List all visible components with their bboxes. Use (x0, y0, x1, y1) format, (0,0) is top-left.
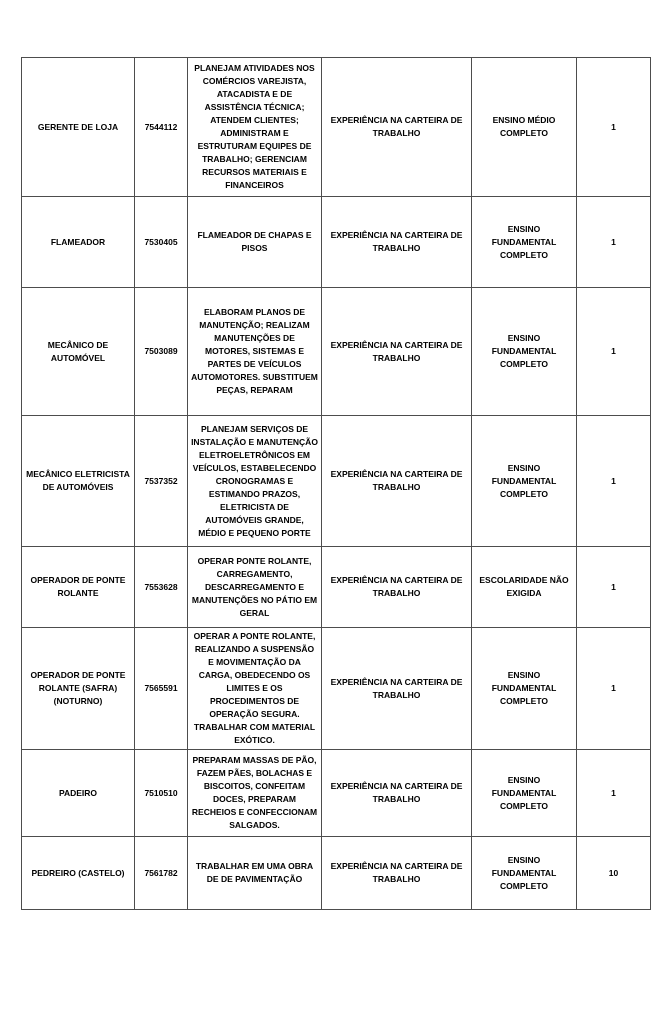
table-row (22, 416, 651, 547)
code-cell: 7503089 (135, 288, 188, 416)
openings-cell: 10 (577, 837, 651, 910)
code-cell: 7565591 (135, 628, 188, 750)
description-cell: TRABALHAR EM UMA OBRA DE DE PAVIMENTAÇÃO (188, 837, 322, 910)
education-cell: ENSINO FUNDAMENTAL COMPLETO (472, 288, 577, 416)
openings-cell: 1 (577, 750, 651, 837)
experience-cell: EXPERIÊNCIA NA CARTEIRA DE TRABALHO (322, 58, 472, 197)
description-cell: OPERAR A PONTE ROLANTE, REALIZANDO A SUSPENSÃO E MOVIMENTAÇÃO DA CARGA, OBEDECENDO OS LIMITES E OS PROCEDIMENTOS DE OPERAÇÃO SEGURA. TRABALHAR COM MATERIAL EXÓTICO. (188, 628, 322, 750)
table-row (22, 628, 651, 750)
education-cell: ESCOLARIDADE NÃO EXIGIDA (472, 547, 577, 628)
education-cell: ENSINO FUNDAMENTAL COMPLETO (472, 628, 577, 750)
description-cell: PLANEJAM SERVIÇOS DE INSTALAÇÃO E MANUTENÇÃO ELETROELETRÔNICOS EM VEÍCULOS, ESTABELECENDO CRONOGRAMAS E ESTIMANDO PRAZOS, ELETRICISTA DE AUTOMÓVEIS GRANDE, MÉDIO E PEQUENO PORTE (188, 416, 322, 547)
experience-cell: EXPERIÊNCIA NA CARTEIRA DE TRABALHO (322, 288, 472, 416)
description-cell: PREPARAM MASSAS DE PÃO, FAZEM PÃES, BOLACHAS E BISCOITOS, CONFEITAM DOCES, PREPARAM RECHEIOS E CONFECCIONAM SALGADOS. (188, 750, 322, 837)
description-cell: PLANEJAM ATIVIDADES NOS COMÉRCIOS VAREJISTA, ATACADISTA E DE ASSISTÊNCIA TÉCNICA; ATENDEM CLIENTES; ADMINISTRAM E ESTRUTURAM EQUIPES DE TRABALHO; GERENCIAM RECURSOS MATERIAIS E FINANCEIROS (188, 58, 322, 197)
openings-cell: 1 (577, 58, 651, 197)
table-row (22, 547, 651, 628)
occupation-cell: OPERADOR DE PONTE ROLANTE (22, 547, 135, 628)
education-cell: ENSINO MÉDIO COMPLETO (472, 58, 577, 197)
openings-cell: 1 (577, 197, 651, 288)
experience-cell: EXPERIÊNCIA NA CARTEIRA DE TRABALHO (322, 628, 472, 750)
experience-cell: EXPERIÊNCIA NA CARTEIRA DE TRABALHO (322, 750, 472, 837)
code-cell: 7530405 (135, 197, 188, 288)
table-row (22, 197, 651, 288)
education-cell: ENSINO FUNDAMENTAL COMPLETO (472, 837, 577, 910)
table-row (22, 750, 651, 837)
description-cell: OPERAR PONTE ROLANTE, CARREGAMENTO, DESCARREGAMENTO E MANUTENÇÕES NO PÁTIO EM GERAL (188, 547, 322, 628)
occupation-cell: PEDREIRO (CASTELO) (22, 837, 135, 910)
education-cell: ENSINO FUNDAMENTAL COMPLETO (472, 197, 577, 288)
table-row (22, 837, 651, 910)
description-cell: FLAMEADOR DE CHAPAS E PISOS (188, 197, 322, 288)
education-cell: ENSINO FUNDAMENTAL COMPLETO (472, 416, 577, 547)
occupation-cell: MECÂNICO DE AUTOMÓVEL (22, 288, 135, 416)
description-cell: ELABORAM PLANOS DE MANUTENÇÃO; REALIZAM MANUTENÇÕES DE MOTORES, SISTEMAS E PARTES DE VEÍCULOS AUTOMOTORES. SUBSTITUEM PEÇAS, REPARAM (188, 288, 322, 416)
job-vacancies-table (21, 57, 651, 910)
experience-cell: EXPERIÊNCIA NA CARTEIRA DE TRABALHO (322, 837, 472, 910)
code-cell: 7553628 (135, 547, 188, 628)
code-cell: 7510510 (135, 750, 188, 837)
occupation-cell: GERENTE DE LOJA (22, 58, 135, 197)
occupation-cell: PADEIRO (22, 750, 135, 837)
openings-cell: 1 (577, 416, 651, 547)
occupation-cell: FLAMEADOR (22, 197, 135, 288)
experience-cell: EXPERIÊNCIA NA CARTEIRA DE TRABALHO (322, 416, 472, 547)
code-cell: 7544112 (135, 58, 188, 197)
code-cell: 7537352 (135, 416, 188, 547)
openings-cell: 1 (577, 547, 651, 628)
occupation-cell: MECÂNICO ELETRICISTA DE AUTOMÓVEIS (22, 416, 135, 547)
code-cell: 7561782 (135, 837, 188, 910)
table-row (22, 58, 651, 197)
experience-cell: EXPERIÊNCIA NA CARTEIRA DE TRABALHO (322, 547, 472, 628)
openings-cell: 1 (577, 288, 651, 416)
experience-cell: EXPERIÊNCIA NA CARTEIRA DE TRABALHO (322, 197, 472, 288)
table-row (22, 288, 651, 416)
openings-cell: 1 (577, 628, 651, 750)
education-cell: ENSINO FUNDAMENTAL COMPLETO (472, 750, 577, 837)
occupation-cell: OPERADOR DE PONTE ROLANTE (SAFRA) (NOTURNO) (22, 628, 135, 750)
